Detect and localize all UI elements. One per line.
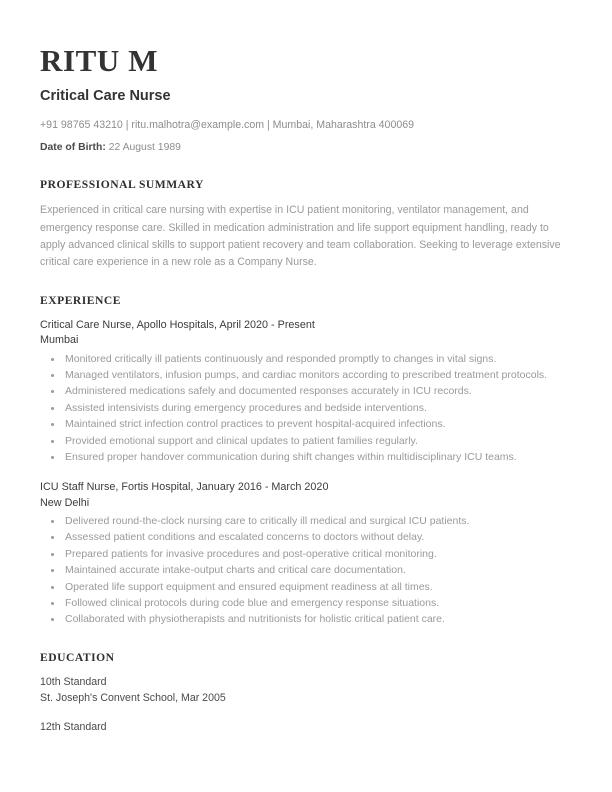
section-title-professional-summary: PROFESSIONAL SUMMARY [40,178,204,192]
experience-bullet: Ensured proper handover communication during shift changes within multidisciplinary ICU teams. [40,449,572,465]
experience-bullet: Delivered round-the-clock nursing care to critically ill medical and surgical ICU patients. [40,513,572,529]
date-of-birth-value: 22 August 1989 [108,142,181,154]
experience-bullet: Operated life support equipment and ensured equipment readiness at all times. [40,579,572,595]
section-title-experience: EXPERIENCE [40,294,122,308]
education-degree: 10th Standard [40,675,107,688]
section-experience [40,294,572,628]
section-title-education: EDUCATION [40,650,115,664]
experience-bullet-list [40,513,572,628]
experience-bullet: Prepared patients for invasive procedures and post-operative critical monitoring. [40,546,572,562]
experience-bullet: Maintained accurate intake-output charts and critical care documentation. [40,562,572,578]
experience-bullet: Monitored critically ill patients continuously and responded promptly to changes in vital signs. [40,351,572,367]
professional-summary-text: Experienced in critical care nursing with expertise in ICU patient monitoring, ventilator management, and emergency response care. Skilled in medication administration and life support equipment handling, ready to apply advanced clinical skills to support patient recovery and team collaboration. Seeking to leverage extensive critical care experience in a new role as a Company Nurse. [40,204,561,268]
experience-bullet: Provided emotional support and clinical updates to patient families regularly. [40,433,572,449]
experience-bullet-list [40,351,572,466]
experience-entry [40,318,572,465]
education-entry [40,720,572,736]
education-school: St. Joseph's Convent School, Mar 2005 [40,691,226,704]
experience-location: New Delhi [40,496,90,509]
education-entry [40,675,572,707]
experience-bullet: Collaborated with physiotherapists and nutritionists for holistic critical patient care. [40,611,572,627]
date-of-birth-line [40,141,572,155]
education-degree: 12th Standard [40,721,107,734]
section-education [40,651,572,737]
experience-entry [40,480,572,627]
experience-bullet: Assisted intensivists during emergency procedures and bedside interventions. [40,400,572,416]
experience-heading: ICU Staff Nurse, Fortis Hospital, January 2016 - March 2020 [40,481,329,494]
resume-header [40,44,572,155]
candidate-name: RITU M [40,43,159,78]
experience-heading: Critical Care Nurse, Apollo Hospitals, April 2020 - Present [40,319,315,332]
contact-line: +91 98765 43210 | ritu.malhotra@example.com | Mumbai, Maharashtra 400069 [40,119,415,132]
experience-bullet: Assessed patient conditions and escalated concerns to doctors without delay. [40,529,572,545]
section-professional-summary [40,178,572,271]
experience-bullet: Followed clinical protocols during code blue and emergency response situations. [40,595,572,611]
experience-bullet: Managed ventilators, infusion pumps, and cardiac monitors according to prescribed treatment protocols. [40,367,572,383]
candidate-job-title: Critical Care Nurse [40,87,171,104]
date-of-birth-label: Date of Birth: [40,142,106,154]
experience-location: Mumbai [40,334,79,347]
experience-bullet: Maintained strict infection control practices to prevent hospital-acquired infections. [40,416,572,432]
experience-bullet: Administered medications safely and documented responses accurately in ICU records. [40,383,572,399]
